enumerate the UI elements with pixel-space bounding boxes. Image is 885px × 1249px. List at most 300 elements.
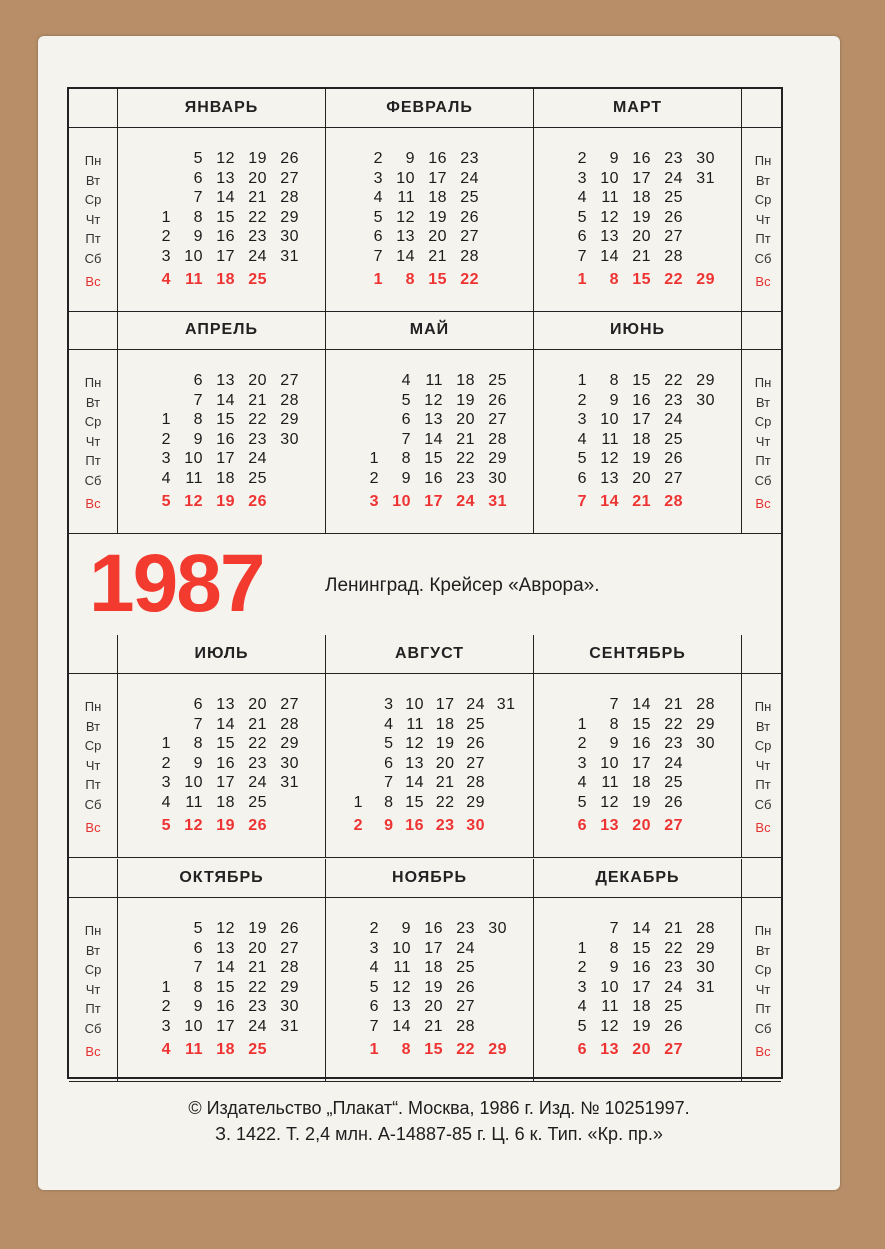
weekday-label-right: Пт <box>755 777 771 792</box>
day-cell: 1 <box>373 271 383 288</box>
day-cell: 26 <box>664 208 683 226</box>
month-name: АПРЕЛЬ <box>117 311 325 349</box>
day-cell: 30 <box>696 735 715 752</box>
day-cell: 8 <box>401 450 411 467</box>
day-cell: 21 <box>248 391 267 409</box>
day-cell: 5 <box>369 978 379 996</box>
day-cell: 24 <box>456 493 475 510</box>
day-cell: 3 <box>577 754 587 772</box>
day-cell: 20 <box>248 696 267 713</box>
day-cell: 24 <box>248 450 267 467</box>
day-cell: 21 <box>435 774 455 791</box>
day-cell: 3 <box>373 169 383 187</box>
day-cell: 5 <box>193 150 203 167</box>
day-cell: 7 <box>577 493 587 510</box>
day-cell: 8 <box>193 735 203 752</box>
day-cell: 18 <box>632 430 651 448</box>
day-cell: 19 <box>632 450 651 467</box>
weekday-label-left: Чт <box>85 211 101 227</box>
day-cell: 21 <box>632 247 651 265</box>
day-cell: 9 <box>609 959 619 976</box>
day-cell: 20 <box>248 372 267 389</box>
day-cell: 13 <box>405 754 424 772</box>
day-cell: 26 <box>488 391 507 409</box>
day-cell: 21 <box>456 430 475 448</box>
day-cell: 6 <box>193 372 203 389</box>
weekday-label-left: Чт <box>85 757 101 773</box>
band-header-line <box>69 127 781 128</box>
day-cell: 25 <box>664 998 683 1015</box>
day-cell: 16 <box>216 754 235 772</box>
weekday-label-right: Сб <box>754 472 772 488</box>
weekday-label-right: Вс <box>755 820 771 835</box>
day-cell: 18 <box>216 469 235 487</box>
day-cell: 10 <box>600 411 619 428</box>
day-cell: 30 <box>488 920 507 937</box>
day-cell: 14 <box>396 247 415 265</box>
band-header-line <box>69 349 781 350</box>
day-cell: 26 <box>456 978 475 996</box>
day-cell: 5 <box>161 493 171 510</box>
day-cell: 21 <box>664 920 683 937</box>
day-cell: 31 <box>696 978 715 996</box>
weekday-label-right: Чт <box>755 981 771 997</box>
day-cell: 31 <box>280 774 299 791</box>
weekday-label-right: Чт <box>755 211 771 227</box>
day-cell: 13 <box>600 228 619 245</box>
day-cell: 17 <box>216 247 235 265</box>
day-cell: 18 <box>632 774 651 791</box>
day-cell: 6 <box>193 169 203 187</box>
day-cell: 3 <box>161 774 171 791</box>
day-cell: 20 <box>248 169 267 187</box>
weekday-label-right: Сб <box>754 796 772 812</box>
day-cell: 20 <box>424 998 443 1015</box>
weekday-label-left: Пн <box>84 153 102 168</box>
day-cell: 25 <box>248 469 267 487</box>
band-4 <box>69 859 781 1081</box>
day-cell: 11 <box>185 271 203 288</box>
day-cell: 12 <box>396 208 415 226</box>
day-cell: 15 <box>632 939 651 957</box>
day-cell: 17 <box>424 493 443 510</box>
day-cell: 7 <box>401 430 411 448</box>
day-cell: 15 <box>632 271 651 288</box>
band-bottom-line <box>69 1081 781 1082</box>
weekday-label-left: Сб <box>84 796 102 812</box>
day-cell: 25 <box>248 793 267 811</box>
day-cell: 24 <box>664 754 683 772</box>
day-cell: 4 <box>161 469 171 487</box>
day-cell: 20 <box>632 1041 651 1058</box>
day-cell: 5 <box>193 920 203 937</box>
month-name: ОКТЯБРЬ <box>117 859 325 897</box>
day-cell: 24 <box>248 774 267 791</box>
day-cell: 3 <box>161 247 171 265</box>
day-cell: 2 <box>577 735 587 752</box>
day-cell: 4 <box>384 715 394 733</box>
day-cell: 13 <box>216 696 235 713</box>
day-cell: 10 <box>392 939 411 957</box>
weekday-label-left: Ср <box>84 192 102 207</box>
weekday-label-left: Вс <box>85 820 101 835</box>
day-cell: 8 <box>401 1041 411 1058</box>
day-cell: 26 <box>248 817 267 834</box>
weekday-label-right: Чт <box>755 757 771 773</box>
weekday-label-left: Вс <box>85 496 101 511</box>
day-cell: 28 <box>488 430 507 448</box>
day-cell: 1 <box>161 978 171 996</box>
day-cell: 8 <box>193 978 203 996</box>
day-cell: 3 <box>384 696 394 713</box>
day-cell: 1 <box>369 1041 379 1058</box>
day-cell: 14 <box>216 959 235 976</box>
day-cell: 29 <box>280 208 299 226</box>
month-name: АВГУСТ <box>325 635 533 673</box>
day-cell: 17 <box>632 978 651 996</box>
weekday-label-right: Вт <box>755 394 771 410</box>
weekday-label-right: Вс <box>755 1044 771 1059</box>
day-cell: 29 <box>280 978 299 996</box>
day-cell: 25 <box>248 1041 267 1058</box>
weekday-label-left: Вт <box>85 718 101 734</box>
day-cell: 2 <box>373 150 383 167</box>
day-cell: 8 <box>193 208 203 226</box>
day-cell: 22 <box>248 208 267 226</box>
day-cell: 10 <box>600 978 619 996</box>
day-cell: 1 <box>161 208 171 226</box>
day-cell: 22 <box>456 1041 475 1058</box>
day-cell: 4 <box>577 774 587 791</box>
day-cell: 24 <box>248 247 267 265</box>
day-cell: 29 <box>696 372 715 389</box>
day-cell: 14 <box>392 1017 411 1035</box>
day-cell: 2 <box>161 998 171 1015</box>
day-cell: 13 <box>396 228 415 245</box>
day-cell: 25 <box>488 372 507 389</box>
month-name: ФЕВРАЛЬ <box>325 89 533 127</box>
day-cell: 29 <box>488 1041 507 1058</box>
day-cell: 17 <box>632 754 651 772</box>
weekday-label-left: Вт <box>85 942 101 958</box>
day-cell: 12 <box>600 450 619 467</box>
day-cell: 1 <box>161 411 171 428</box>
month-name: СЕНТЯБРЬ <box>533 635 741 673</box>
day-cell: 19 <box>632 208 651 226</box>
day-cell: 3 <box>369 939 379 957</box>
day-cell: 14 <box>632 920 651 937</box>
day-cell: 13 <box>216 939 235 957</box>
day-cell: 16 <box>424 469 443 487</box>
day-cell: 4 <box>369 959 379 976</box>
month-name: ДЕКАБРЬ <box>533 859 741 897</box>
day-cell: 18 <box>428 189 447 206</box>
day-cell: 18 <box>632 189 651 206</box>
day-cell: 21 <box>664 696 683 713</box>
day-cell: 2 <box>577 391 587 409</box>
day-cell: 10 <box>392 493 411 510</box>
day-cell: 6 <box>369 998 379 1015</box>
day-cell: 4 <box>373 189 383 206</box>
day-cell: 10 <box>184 1017 203 1035</box>
day-cell: 27 <box>664 1041 683 1058</box>
day-cell: 30 <box>696 150 715 167</box>
weekday-label-right: Вт <box>755 718 771 734</box>
weekday-label-right: Вт <box>755 942 771 958</box>
day-cell: 17 <box>632 411 651 428</box>
day-cell: 22 <box>248 411 267 428</box>
day-cell: 3 <box>369 493 379 510</box>
day-cell: 22 <box>248 735 267 752</box>
day-cell: 7 <box>369 1017 379 1035</box>
day-cell: 2 <box>161 754 171 772</box>
day-cell: 8 <box>193 411 203 428</box>
day-cell: 13 <box>424 411 443 428</box>
day-cell: 14 <box>405 774 424 791</box>
day-cell: 11 <box>185 469 203 487</box>
weekday-label-left: Чт <box>85 981 101 997</box>
day-cell: 17 <box>216 774 235 791</box>
day-cell: 24 <box>466 696 485 713</box>
weekday-label-left: Ср <box>84 414 102 429</box>
day-cell: 11 <box>406 715 424 733</box>
day-cell: 25 <box>460 189 479 206</box>
footer-line-2: З. 1422. Т. 2,4 млн. А-14887-85 г. Ц. 6 к. Тип. «Кр. пр.» <box>215 1124 663 1144</box>
day-cell: 15 <box>424 1041 443 1058</box>
weekday-label-left: Сб <box>84 1020 102 1036</box>
day-cell: 16 <box>632 391 651 409</box>
day-cell: 5 <box>161 817 171 834</box>
day-cell: 28 <box>696 696 715 713</box>
weekday-label-left: Пн <box>84 923 102 938</box>
day-cell: 15 <box>216 208 235 226</box>
day-cell: 20 <box>632 228 651 245</box>
day-cell: 12 <box>216 920 235 937</box>
day-cell: 24 <box>248 1017 267 1035</box>
day-cell: 18 <box>216 271 235 288</box>
day-cell: 17 <box>435 696 455 713</box>
weekday-label-right: Ср <box>754 192 772 207</box>
weekday-label-right: Ср <box>754 738 772 753</box>
day-cell: 25 <box>664 430 683 448</box>
weekday-label-left: Пт <box>85 777 101 792</box>
day-cell: 18 <box>424 959 443 976</box>
day-cell: 30 <box>466 817 485 834</box>
day-cell: 19 <box>424 978 443 996</box>
day-cell: 4 <box>577 998 587 1015</box>
weekday-label-right: Ср <box>754 414 772 429</box>
weekday-label-right: Сб <box>754 1020 772 1036</box>
day-cell: 20 <box>632 817 651 834</box>
day-cell: 27 <box>456 998 475 1015</box>
band-3 <box>69 635 781 857</box>
day-cell: 11 <box>601 430 619 448</box>
day-cell: 16 <box>216 228 235 245</box>
day-cell: 18 <box>456 372 475 389</box>
day-cell: 28 <box>466 774 485 791</box>
day-cell: 27 <box>280 939 299 957</box>
day-cell: 19 <box>632 1017 651 1035</box>
day-cell: 9 <box>384 817 394 834</box>
band-bottom-line <box>69 857 781 858</box>
day-cell: 6 <box>193 939 203 957</box>
band-header-line <box>69 897 781 898</box>
weekday-label-right: Пт <box>755 453 771 468</box>
day-cell: 14 <box>600 493 619 510</box>
day-cell: 31 <box>280 247 299 265</box>
day-cell: 28 <box>664 493 683 510</box>
day-cell: 23 <box>248 430 267 448</box>
day-cell: 31 <box>488 493 507 510</box>
day-cell: 18 <box>216 1041 235 1058</box>
day-cell: 11 <box>393 959 411 976</box>
day-cell: 6 <box>193 696 203 713</box>
weekday-label-right: Вс <box>755 274 771 289</box>
day-cell: 17 <box>632 169 651 187</box>
day-cell: 23 <box>456 920 475 937</box>
day-cell: 4 <box>401 372 411 389</box>
day-cell: 6 <box>577 469 587 487</box>
day-cell: 23 <box>248 228 267 245</box>
weekday-label-right: Пт <box>755 1001 771 1016</box>
day-cell: 9 <box>405 150 415 167</box>
day-cell: 30 <box>696 959 715 976</box>
day-cell: 26 <box>664 1017 683 1035</box>
day-cell: 31 <box>496 696 516 713</box>
day-cell: 3 <box>577 411 587 428</box>
day-cell: 1 <box>353 793 363 811</box>
day-cell: 13 <box>216 372 235 389</box>
weekday-label-right: Вт <box>755 172 771 188</box>
day-cell: 23 <box>435 817 455 834</box>
day-cell: 11 <box>425 372 443 389</box>
day-cell: 29 <box>466 793 485 811</box>
day-cell: 10 <box>600 754 619 772</box>
day-cell: 10 <box>184 774 203 791</box>
day-cell: 24 <box>664 411 683 428</box>
day-cell: 27 <box>664 228 683 245</box>
day-cell: 26 <box>248 493 267 510</box>
weekday-label-left: Вт <box>85 172 101 188</box>
day-cell: 5 <box>577 450 587 467</box>
day-cell: 10 <box>184 450 203 467</box>
day-cell: 5 <box>384 735 394 752</box>
day-cell: 16 <box>632 959 651 976</box>
weekday-label-right: Пн <box>754 153 772 168</box>
day-cell: 7 <box>193 715 203 733</box>
day-cell: 2 <box>161 228 171 245</box>
day-cell: 12 <box>184 817 203 834</box>
day-cell: 19 <box>435 735 455 752</box>
day-cell: 28 <box>460 247 479 265</box>
day-cell: 17 <box>428 169 447 187</box>
day-cell: 30 <box>280 998 299 1015</box>
day-cell: 8 <box>384 793 394 811</box>
day-cell: 28 <box>280 715 299 733</box>
day-cell: 9 <box>401 920 411 937</box>
weekday-label-left: Ср <box>84 738 102 753</box>
day-cell: 7 <box>373 247 383 265</box>
day-cell: 10 <box>184 247 203 265</box>
day-cell: 28 <box>664 247 683 265</box>
day-cell: 30 <box>488 469 507 487</box>
day-cell: 20 <box>456 411 475 428</box>
day-cell: 20 <box>632 469 651 487</box>
day-cell: 3 <box>161 1017 171 1035</box>
weekday-label-left: Вс <box>85 1044 101 1059</box>
day-cell: 13 <box>600 817 619 834</box>
day-cell: 22 <box>664 939 683 957</box>
day-cell: 22 <box>456 450 475 467</box>
day-cell: 5 <box>577 793 587 811</box>
day-cell: 3 <box>577 169 587 187</box>
day-cell: 27 <box>460 228 479 245</box>
day-cell: 20 <box>435 754 455 772</box>
day-cell: 22 <box>248 978 267 996</box>
weekday-label-left: Вс <box>85 274 101 289</box>
day-cell: 25 <box>664 774 683 791</box>
day-cell: 8 <box>609 372 619 389</box>
day-cell: 9 <box>193 228 203 245</box>
day-cell: 15 <box>428 271 447 288</box>
day-cell: 1 <box>577 271 587 288</box>
day-cell: 17 <box>424 939 443 957</box>
band-2 <box>69 311 781 533</box>
day-cell: 27 <box>280 696 299 713</box>
day-cell: 13 <box>216 169 235 187</box>
day-cell: 14 <box>216 391 235 409</box>
day-cell: 26 <box>664 450 683 467</box>
day-cell: 12 <box>424 391 443 409</box>
day-cell: 19 <box>248 920 267 937</box>
day-cell: 11 <box>185 793 203 811</box>
day-cell: 11 <box>397 189 415 206</box>
day-cell: 11 <box>601 998 619 1015</box>
day-cell: 20 <box>428 228 447 245</box>
band-1 <box>69 89 781 311</box>
day-cell: 7 <box>609 920 619 937</box>
weekday-label-right: Пн <box>754 699 772 714</box>
day-cell: 28 <box>280 189 299 206</box>
day-cell: 19 <box>216 817 235 834</box>
day-cell: 12 <box>600 793 619 811</box>
weekday-label-right: Чт <box>755 433 771 449</box>
day-cell: 6 <box>577 817 587 834</box>
day-cell: 22 <box>664 372 683 389</box>
day-cell: 21 <box>248 715 267 733</box>
day-cell: 15 <box>632 372 651 389</box>
day-cell: 24 <box>664 978 683 996</box>
day-cell: 26 <box>280 150 299 167</box>
month-name: МАРТ <box>533 89 741 127</box>
day-cell: 10 <box>396 169 415 187</box>
day-cell: 17 <box>216 450 235 467</box>
day-cell: 16 <box>216 998 235 1015</box>
day-cell: 12 <box>405 735 424 752</box>
day-cell: 30 <box>280 754 299 772</box>
day-cell: 24 <box>456 939 475 957</box>
day-cell: 24 <box>460 169 479 187</box>
day-cell: 22 <box>664 271 683 288</box>
day-cell: 6 <box>577 228 587 245</box>
day-cell: 21 <box>424 1017 443 1035</box>
day-cell: 27 <box>664 469 683 487</box>
day-cell: 25 <box>664 189 683 206</box>
day-cell: 12 <box>184 493 203 510</box>
day-cell: 28 <box>456 1017 475 1035</box>
footer-line-1: © Издательство „Плакат“. Москва, 1986 г. Изд. № 10251997. <box>188 1098 690 1118</box>
weekday-label-right: Пт <box>755 231 771 246</box>
